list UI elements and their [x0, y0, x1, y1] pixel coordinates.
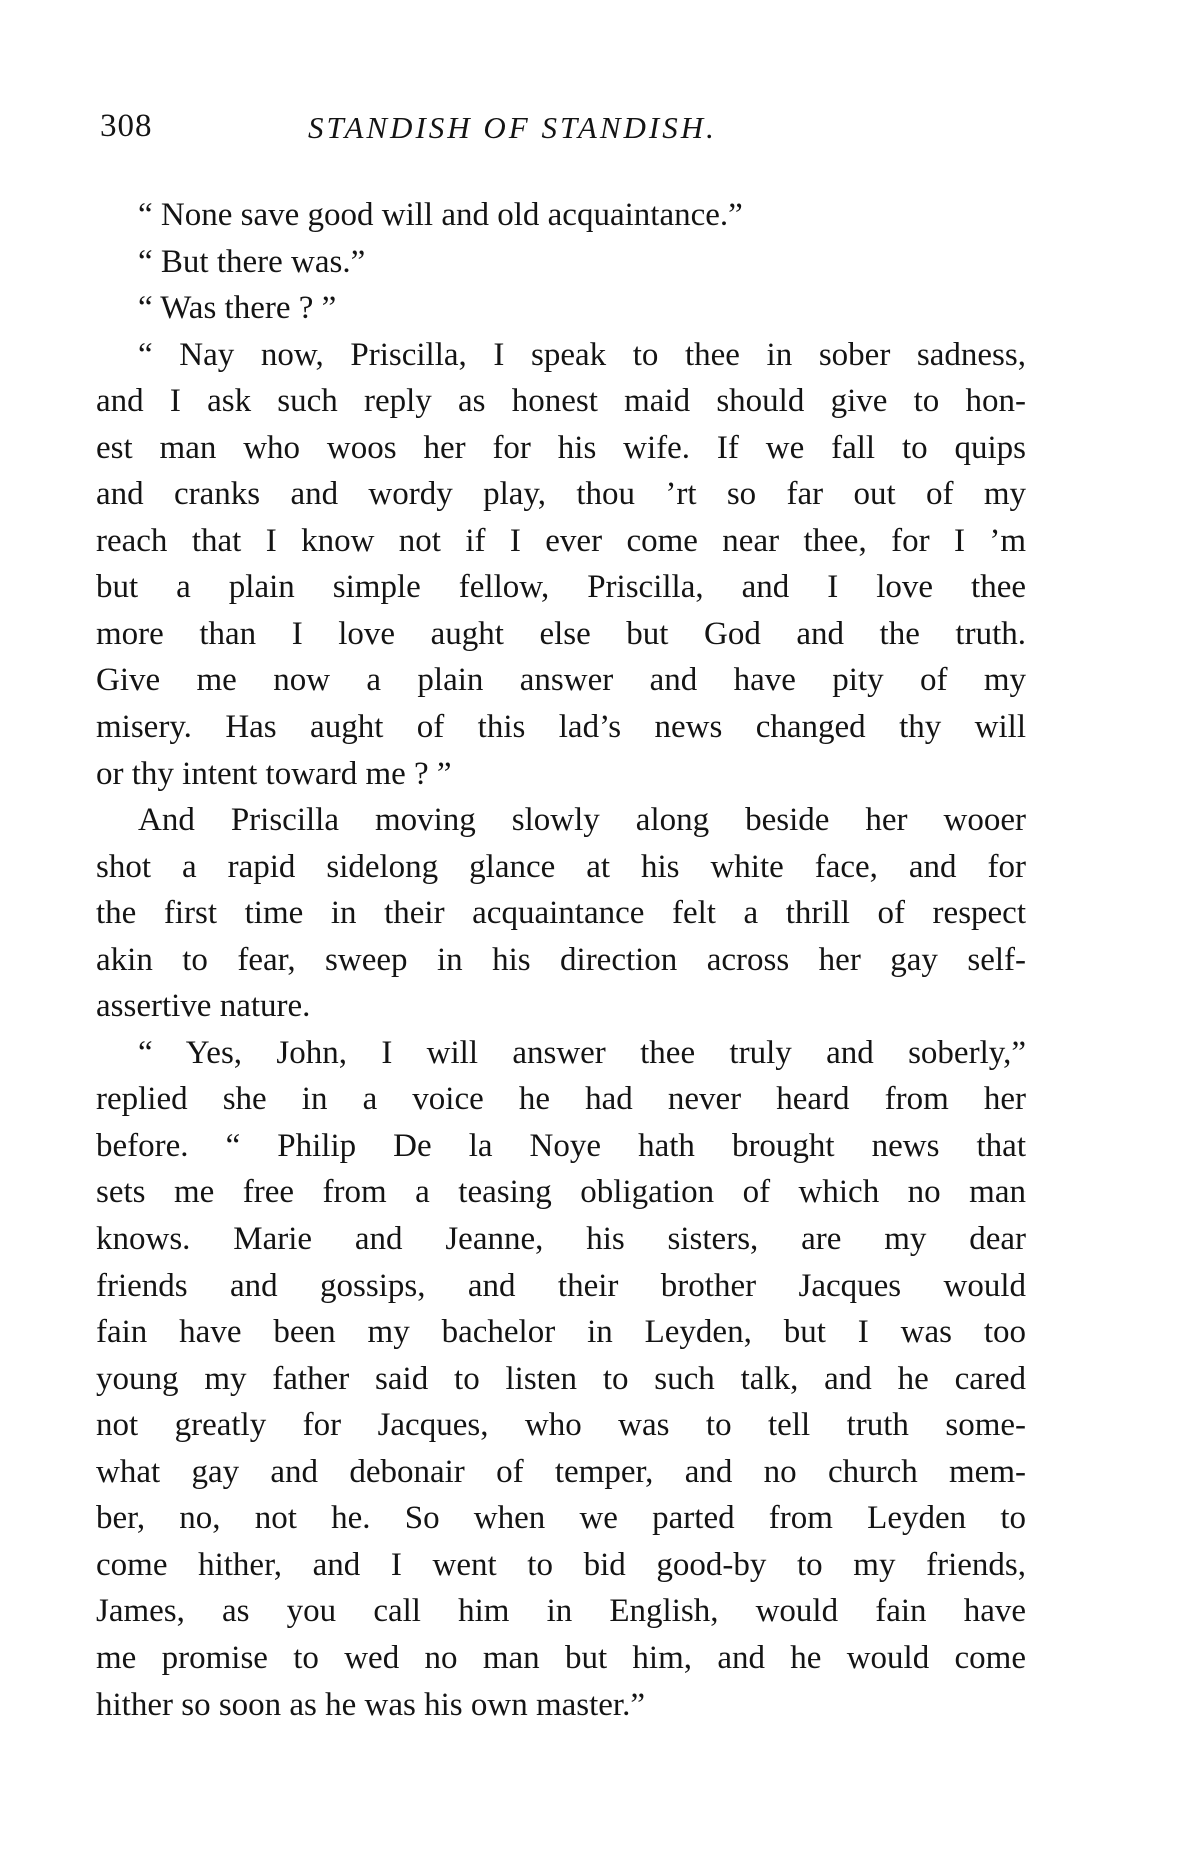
text-line: knows. Marie and Jeanne, his sisters, are my dear [96, 1221, 1026, 1258]
running-title: STANDISH OF STANDISH. [308, 110, 717, 145]
text-line: ber, no, not he. So when we parted from Leyden to [96, 1500, 1026, 1537]
text-line: hither so soon as he was his own master.” [96, 1686, 645, 1723]
text-line: reach that I know not if I ever come near thee, for I ’m [96, 522, 1026, 559]
text-line: assertive nature. [96, 988, 311, 1025]
text-line: “ But there was.” [138, 243, 366, 280]
text-line: misery. Has aught of this lad’s news changed thy will [96, 709, 1026, 746]
text-line: more than I love aught else but God and the truth. [96, 615, 1026, 652]
text-line: James, as you call him in English, would fain have [96, 1593, 1026, 1630]
text-line: shot a rapid sidelong glance at his white face, and for [96, 848, 1026, 885]
text-line: sets me free from a teasing obligation of which no man [96, 1174, 1026, 1211]
body-text [96, 192, 1026, 1728]
text-line: friends and gossips, and their brother Jacques would [96, 1267, 1026, 1304]
text-line: but a plain simple fellow, Priscilla, and I love thee [96, 569, 1026, 606]
text-line: me promise to wed no man but him, and he would come [96, 1639, 1026, 1676]
text-line: “ None save good will and old acquaintance.” [138, 197, 743, 233]
text-line: “ Was there ? ” [138, 290, 337, 327]
text-line: replied she in a voice he had never heard from her [96, 1081, 1026, 1118]
text-line: and cranks and wordy play, thou ’rt so far out of my [96, 476, 1026, 513]
text-line: est man who woos her for his wife. If we fall to quips [96, 429, 1026, 466]
text-line: akin to fear, sweep in his direction across her gay self- [96, 941, 1026, 978]
text-line: young my father said to listen to such talk, and he cared [96, 1360, 1026, 1397]
text-line: Give me now a plain answer and have pity of my [96, 662, 1026, 699]
running-head [100, 108, 1000, 158]
text-line: not greatly for Jacques, who was to tell truth some- [96, 1407, 1026, 1444]
page-number: 308 [100, 108, 153, 144]
text-line: what gay and debonair of temper, and no church mem- [96, 1453, 1026, 1490]
text-line: the first time in their acquaintance felt a thrill of respect [96, 895, 1026, 932]
text-line: or thy intent toward me ? ” [96, 755, 452, 792]
text-line: before. “ Philip De la Noye hath brought news that [96, 1127, 1026, 1164]
text-line: come hither, and I went to bid good-by to my friends, [96, 1546, 1026, 1583]
text-line: fain have been my bachelor in Leyden, but I was too [96, 1314, 1026, 1351]
text-line: “ Nay now, Priscilla, I speak to thee in sober sadness, [138, 336, 1026, 373]
text-line: And Priscilla moving slowly along beside her wooer [138, 802, 1026, 839]
text-line: and I ask such reply as honest maid should give to hon- [96, 383, 1026, 420]
text-line: “ Yes, John, I will answer thee truly and soberly,” [138, 1034, 1026, 1071]
